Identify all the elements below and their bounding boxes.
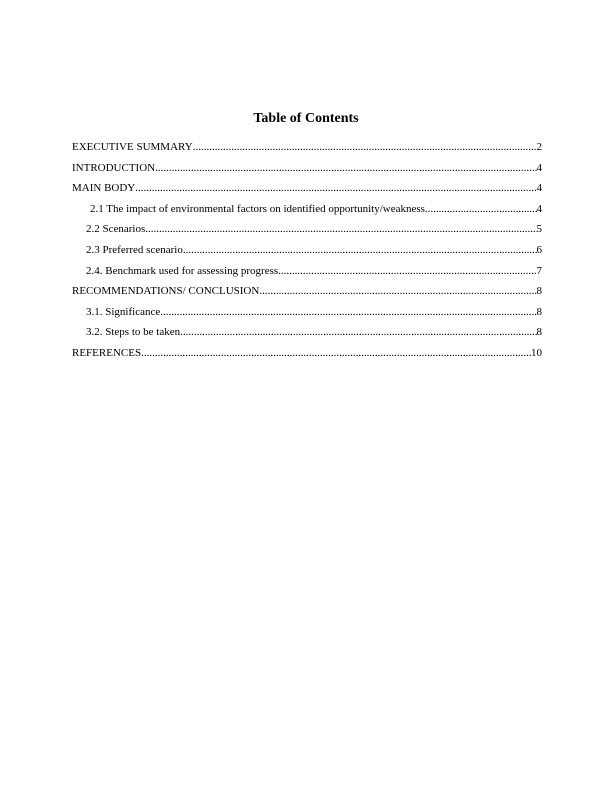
- toc-dot-leader: [160, 306, 536, 319]
- toc-dot-leader: [155, 162, 536, 175]
- toc-entry-preferred-scenario[interactable]: [72, 244, 542, 265]
- toc-entry-environmental-factors[interactable]: [72, 203, 542, 224]
- toc-entry-text: REFERENCES: [72, 346, 142, 359]
- toc-dot-leader: [425, 203, 537, 216]
- toc-dot-leader: [278, 265, 536, 278]
- toc-page-number: 8: [536, 305, 542, 318]
- toc-dot-leader: [193, 141, 537, 154]
- toc-entry-executive-summary[interactable]: [72, 141, 542, 162]
- toc-entry-text: EXECUTIVE SUMMARY: [72, 141, 193, 153]
- toc-entry-significance[interactable]: [72, 306, 542, 327]
- toc-page-number: 8: [536, 326, 542, 339]
- toc-page-number: 8: [536, 285, 542, 298]
- toc-entry-text: RECOMMENDATIONS/ CONCLUSION: [72, 285, 260, 298]
- toc-entry-text: INTRODUCTION: [72, 161, 156, 174]
- toc-entry-text: 2.3 Preferred scenario: [86, 243, 183, 256]
- toc-page-number: 2: [536, 141, 542, 153]
- toc-entry-text: 3.2. Steps to be taken: [86, 326, 181, 339]
- toc-dot-leader: [135, 182, 536, 195]
- toc-dot-leader: [145, 223, 536, 236]
- toc-page-number: 5: [536, 223, 542, 236]
- toc-entry-text: MAIN BODY: [72, 182, 136, 195]
- toc-entry-text: 2.1 The impact of environmental factors on identified opportunity/weakness: [90, 202, 425, 215]
- toc-page-number: 7: [536, 264, 542, 277]
- toc-entry-introduction[interactable]: [72, 162, 542, 183]
- toc-page-number: 4: [536, 202, 542, 215]
- toc-entry-text: 3.1. Significance: [86, 305, 161, 318]
- toc-dot-leader: [141, 347, 531, 360]
- toc-entry-text: 2.4. Benchmark used for assessing progress: [86, 264, 279, 277]
- toc-entry-steps-to-be-taken[interactable]: [72, 326, 542, 347]
- toc-entry-benchmark[interactable]: [72, 265, 542, 286]
- toc-entry-text: 2.2 Scenarios: [86, 223, 146, 236]
- toc-dot-leader: [183, 244, 537, 257]
- toc-entry-recommendations-conclusion[interactable]: [72, 285, 542, 306]
- toc-page-number: 4: [536, 182, 542, 195]
- toc-entry-main-body[interactable]: [72, 182, 542, 203]
- toc-page-number: 10: [531, 346, 542, 359]
- toc-page-number: 4: [536, 161, 542, 174]
- toc-entry-references[interactable]: [72, 347, 542, 368]
- toc-entry-scenarios[interactable]: [72, 223, 542, 244]
- toc-dot-leader: [259, 285, 536, 298]
- toc-dot-leader: [180, 326, 536, 339]
- toc-title: Table of Contents: [253, 111, 359, 126]
- toc-list: [72, 141, 542, 368]
- toc-page-number: 6: [536, 243, 542, 256]
